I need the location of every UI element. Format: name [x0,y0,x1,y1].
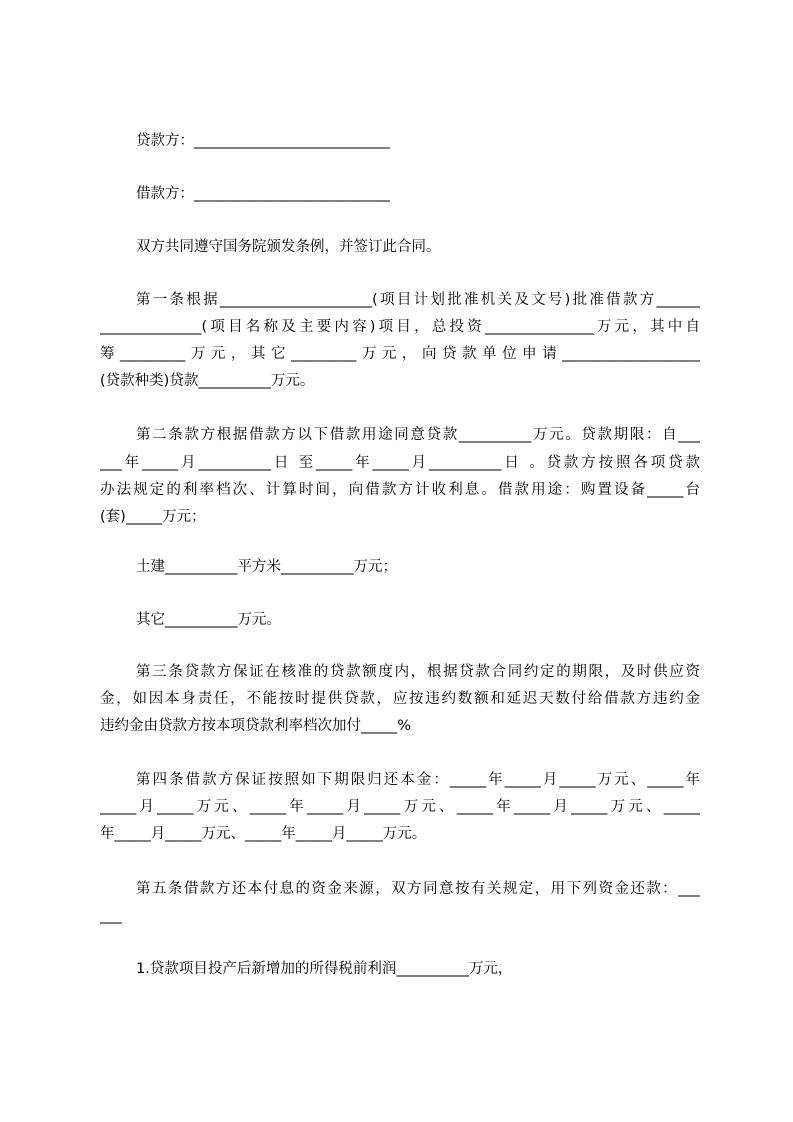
borrower-line: 借款方：___________________________ [136,186,390,202]
article-2-line-1: 第二条款方根据借款方以下借款用途同意贷款__________万元。贷款期限：自___ [136,427,700,443]
article-5-line-1: 第五条借款方还本付息的资金来源，双方同意按有关规定，用下列资金还款：___ [136,881,700,897]
article-1-line-2: ______________(项目名称及主要内容)项目，总投资_______________万元，其中自 [100,319,700,335]
article-2-line-2: ___年_____月__________日 至_____年_____月__________日 。贷款方按照各项贷款 [100,455,700,471]
article-1-line-1: 第一条根据_____________________(项目计划批准机关及文号)批准借款方______ [136,292,700,308]
article-1-line-3: 筹_________万元，其它_________万元，向贷款单位申请___________________ [100,346,700,362]
article-5-line-2: ___ [100,908,122,924]
other-line: 其它__________万元。 [136,612,281,628]
article-2-line-3: 办法规定的利率档次、计算时间，向借款方计收利息。借款用途：购置设备_____台 [100,482,700,498]
preamble-paragraph: 双方共同遵守国务院颁发条例，并签订此合同。 [136,239,441,255]
article-4-line-2: _____月_____万元、_____年_____月_____万元、_____年_____月_____万元、_____ [100,799,700,815]
construction-line: 土建__________平方米__________万元； [136,559,397,575]
article-1-line-4: (贷款种类)贷款__________万元。 [100,373,315,389]
article-3-line-1: 第三条贷款方保证在核准的贷款额度内，根据贷款合同约定的期限，及时供应资 [136,664,700,680]
lender-line: 贷款方：___________________________ [136,133,390,149]
article-3-line-2: 金，如因本身责任，不能按时提供贷款，应按违约数额和延迟天数付给借款方违约金 [100,691,700,707]
article-3-line-3: 违约金由贷款方按本项贷款利率档次加付_____% [100,718,412,734]
article-2-line-4: (套)_____万元； [100,509,206,525]
article-4-line-3: 年_____月_____万元、_____年_____月_____万元。 [100,826,427,842]
article-4-line-1: 第四条借款方保证按照如下期限归还本金：_____年_____月_____万元、_____年 [136,772,700,788]
repayment-item-1: 1.贷款项目投产后新增加的所得税前利润__________万元， [136,961,513,977]
